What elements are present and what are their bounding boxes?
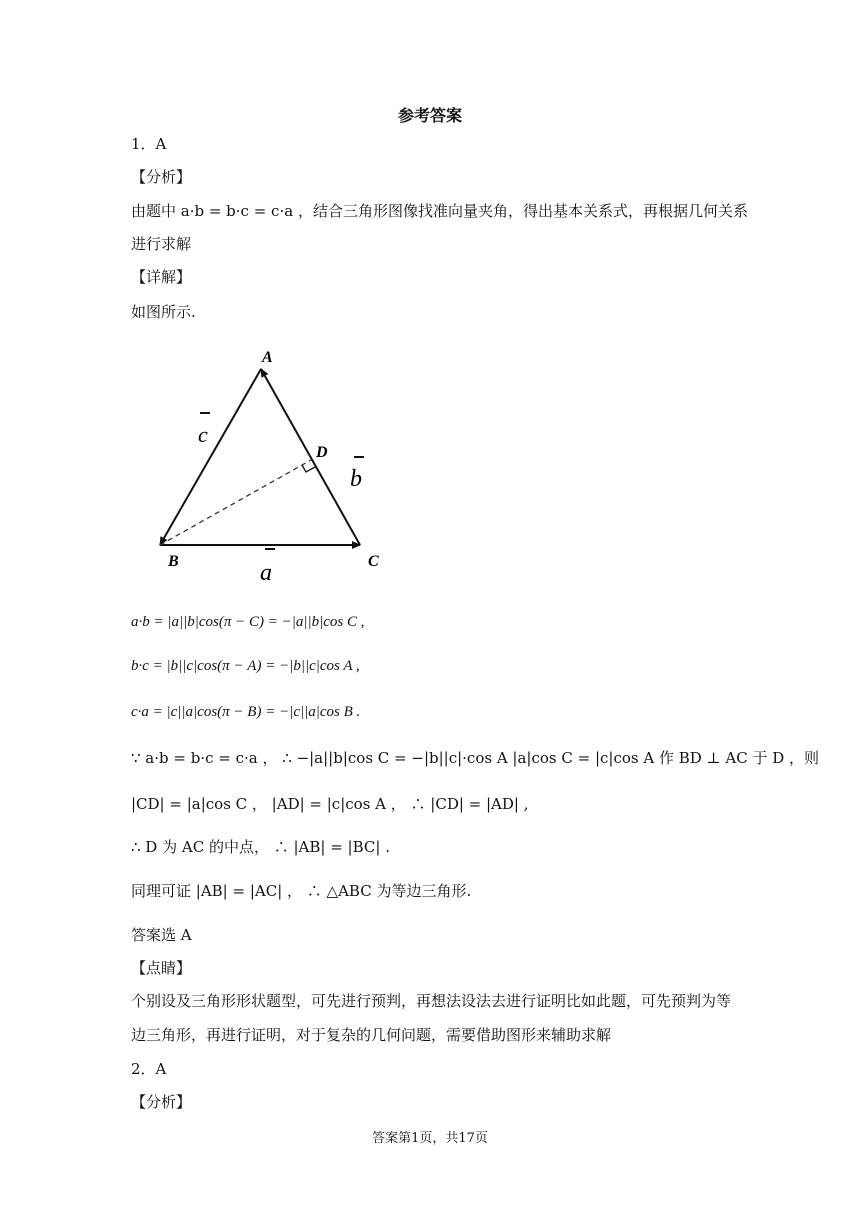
q1-eq5: |CD| = |a|cos C ， |AD| = |c|cos A ， ∴ |CD| = |AD| ,: [131, 795, 529, 813]
q2-number-answer: 2．A: [131, 1060, 167, 1078]
q1-comment-line2: 边三角形，再进行证明，对于复杂的几何问题，需要借助图形来辅助求解: [131, 1026, 612, 1044]
right-angle-mark: [302, 465, 315, 472]
q1-eq4: ∵ a·b = b·c = c·a ， ∴ −|a||b|cos C = −|b||c|·cos A |a|cos C = |c|cos A 作 BD ⊥ AC 于 D ，则: [131, 749, 820, 767]
q1-comment-line1: 个别设及三角形形状题型，可先进行预判，再想法设法去进行证明比如此题，可先预判为等: [131, 992, 732, 1010]
page-title: 参考答案: [397, 106, 462, 125]
altitude-bd: [160, 460, 311, 545]
q1-analysis-line2: 进行求解: [131, 235, 192, 253]
q1-eq6: ∴ D 为 AC 的中点， ∴ |AB| = |BC| .: [131, 838, 390, 856]
vector-b-line: [261, 369, 360, 545]
q1-answer: 答案选 A: [131, 926, 192, 944]
q1-eq2: b·c = |b||c|cos(π − A) = −|b||c|cos A ,: [131, 658, 360, 674]
q1-analysis-header: 【分析】: [131, 168, 192, 186]
label-vector-b: b: [350, 466, 362, 492]
triangle-figure: [150, 340, 390, 590]
label-b-point: B: [168, 553, 179, 570]
q1-number-answer: 1．A: [131, 135, 167, 153]
q1-eq3: c·a = |c||a|cos(π − B) = −|c||a|cos B .: [131, 704, 361, 720]
q1-eq1: a·b = |a||b|cos(π − C) = −|a||b|cos C ,: [131, 614, 365, 630]
label-a-point: A: [262, 349, 273, 366]
label-d-point: D: [316, 444, 328, 461]
label-vector-a: a: [260, 560, 272, 586]
q1-detail-header: 【详解】: [131, 268, 192, 286]
q2-analysis-header: 【分析】: [131, 1093, 192, 1111]
q1-analysis-line1: 由题中 a·b = b·c = c·a ，结合三角形图像找准向量夹角，得出基本关系式，再根据几何关系: [131, 202, 748, 220]
q1-detail-intro: 如图所示.: [131, 303, 196, 321]
label-c-point: C: [368, 553, 379, 570]
q1-comment-header: 【点睛】: [131, 959, 192, 977]
vector-c-line: [160, 369, 261, 545]
page-footer: 答案第1页，共17页: [372, 1131, 488, 1146]
label-vector-c: c: [198, 422, 208, 447]
q1-eq7: 同理可证 |AB| = |AC| ， ∴ △ABC 为等边三角形.: [131, 882, 472, 900]
